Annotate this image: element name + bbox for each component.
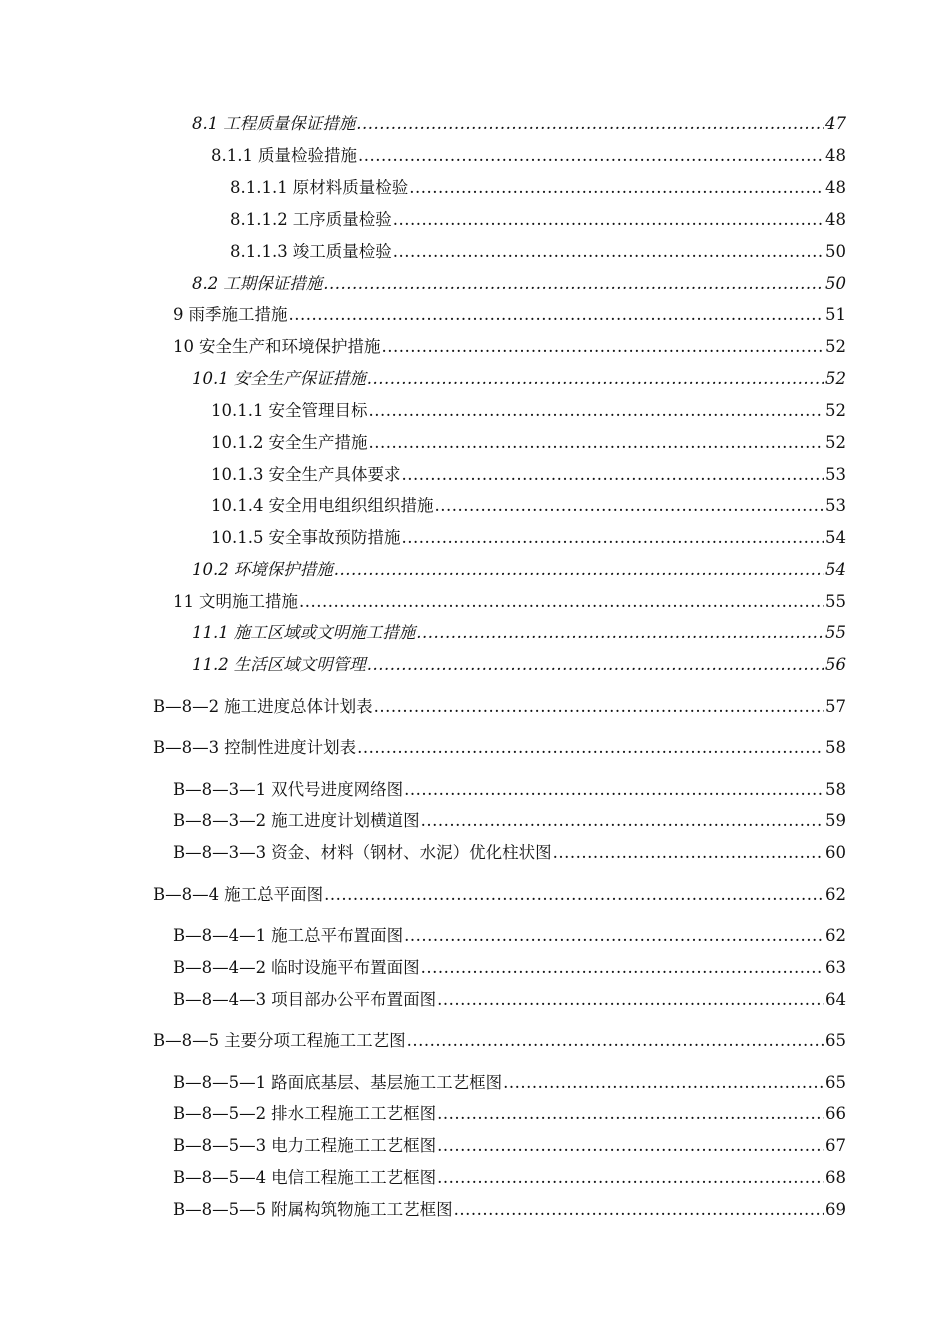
toc-leader-dots bbox=[407, 1030, 824, 1052]
toc-entry-title: 附属构筑物施工工艺框图 bbox=[271, 1200, 453, 1219]
toc-entry-title: 安全生产措施 bbox=[268, 433, 368, 452]
toc-entry-number: 11.2 bbox=[192, 655, 229, 674]
toc-entry-number: 10 bbox=[173, 337, 194, 356]
toc-entry-page: 52 bbox=[825, 401, 846, 420]
toc-leader-dots bbox=[437, 989, 824, 1011]
toc-entry-title: 工程质量保证措施 bbox=[223, 114, 356, 133]
toc-entry-page: 63 bbox=[825, 958, 846, 977]
toc-entry[interactable] bbox=[173, 1135, 846, 1157]
toc-entry[interactable] bbox=[211, 432, 846, 454]
toc-entry-page: 54 bbox=[825, 528, 846, 547]
toc-entry-page: 66 bbox=[825, 1104, 846, 1123]
toc-entry-number: 10.1.1 bbox=[211, 401, 264, 420]
toc-entry-title: 施工区域或文明施工措施 bbox=[233, 623, 416, 642]
toc-leader-dots bbox=[404, 779, 824, 801]
toc-leader-dots bbox=[368, 400, 824, 422]
toc-entry-number: B—8—2 bbox=[153, 697, 220, 716]
toc-entry-title: 工期保证措施 bbox=[223, 274, 323, 293]
toc-entry-page: 55 bbox=[825, 623, 846, 642]
toc-entry-title: 施工总平面图 bbox=[224, 885, 324, 904]
toc-leader-dots bbox=[357, 737, 824, 759]
toc-leader-dots bbox=[358, 145, 824, 167]
toc-entry-number: 10.1.2 bbox=[211, 433, 264, 452]
toc-leader-dots bbox=[409, 177, 824, 199]
toc-leader-dots bbox=[421, 957, 824, 979]
toc-entry-number: 8.1 bbox=[192, 114, 219, 133]
toc-leader-dots bbox=[324, 884, 824, 906]
toc-entry-number: B—8—4—3 bbox=[173, 990, 267, 1009]
toc-entry[interactable] bbox=[230, 209, 846, 231]
toc-entry-page: 55 bbox=[825, 592, 846, 611]
toc-entry[interactable] bbox=[153, 1030, 846, 1052]
toc-entry-title: 安全生产保证措施 bbox=[233, 369, 366, 388]
toc-entry[interactable] bbox=[173, 842, 846, 864]
toc-entry-page: 48 bbox=[825, 210, 846, 229]
toc-entry[interactable] bbox=[211, 145, 846, 167]
toc-entry-page: 47 bbox=[825, 114, 846, 133]
toc-entry-page: 58 bbox=[825, 738, 846, 757]
toc-entry[interactable] bbox=[173, 989, 846, 1011]
toc-entry-page: 58 bbox=[825, 780, 846, 799]
toc-entry-page: 50 bbox=[825, 274, 846, 293]
toc-entry-title: 质量检验措施 bbox=[257, 146, 357, 165]
toc-entry[interactable] bbox=[173, 1072, 846, 1094]
toc-entry-page: 65 bbox=[825, 1031, 846, 1050]
toc-entry-page: 67 bbox=[825, 1136, 846, 1155]
toc-leader-dots bbox=[404, 925, 824, 947]
toc-entry[interactable] bbox=[173, 1103, 846, 1125]
toc-entry-number: B—8—5—2 bbox=[173, 1104, 267, 1123]
toc-leader-dots bbox=[368, 432, 824, 454]
toc-entry[interactable] bbox=[192, 273, 846, 295]
toc-entry[interactable] bbox=[192, 559, 846, 581]
toc-leader-dots bbox=[299, 591, 824, 613]
toc-entry-page: 68 bbox=[825, 1168, 846, 1187]
toc-entry[interactable] bbox=[192, 622, 846, 644]
toc-entry[interactable] bbox=[230, 177, 846, 199]
toc-entry-title: 主要分项工程施工工艺图 bbox=[224, 1031, 406, 1050]
toc-entry-title: 安全管理目标 bbox=[268, 401, 368, 420]
toc-entry-title: 电力工程施工工艺框图 bbox=[271, 1136, 437, 1155]
toc-entry-title: 路面底基层、基层施工工艺框图 bbox=[271, 1073, 503, 1092]
toc-leader-dots bbox=[434, 495, 824, 517]
toc-entry-number: 11.1 bbox=[192, 623, 229, 642]
toc-entry-title: 原材料质量检验 bbox=[292, 178, 409, 197]
toc-entry-number: B—8—4—2 bbox=[173, 958, 267, 977]
toc-entry-title: 资金、材料（钢材、水泥）优化柱状图 bbox=[271, 843, 552, 862]
toc-leader-dots bbox=[367, 368, 824, 390]
toc-leader-dots bbox=[393, 209, 824, 231]
toc-entry-number: B—8—3—2 bbox=[173, 811, 267, 830]
toc-entry-title: 施工总平布置面图 bbox=[271, 926, 404, 945]
toc-entry-title: 排水工程施工工艺框图 bbox=[271, 1104, 437, 1123]
toc-entry-number: B—8—5 bbox=[153, 1031, 220, 1050]
toc-entry-title: 控制性进度计划表 bbox=[224, 738, 357, 757]
toc-entry-title: 施工进度计划横道图 bbox=[271, 811, 420, 830]
toc-entry[interactable] bbox=[153, 737, 846, 759]
toc-entry-page: 59 bbox=[825, 811, 846, 830]
toc-entry-number: B—8—4—1 bbox=[173, 926, 267, 945]
toc-entry[interactable] bbox=[173, 304, 846, 326]
toc-entry[interactable] bbox=[173, 336, 846, 358]
toc-entry[interactable] bbox=[173, 810, 846, 832]
toc-entry-page: 53 bbox=[825, 465, 846, 484]
toc-entry[interactable] bbox=[173, 1167, 846, 1189]
toc-entry-number: 8.1.1.1 bbox=[230, 178, 288, 197]
toc-entry[interactable] bbox=[211, 464, 846, 486]
toc-entry-title: 工序质量检验 bbox=[292, 210, 392, 229]
toc-entry[interactable] bbox=[173, 1199, 846, 1221]
toc-entry-number: 10.1.5 bbox=[211, 528, 264, 547]
toc-entry-number: B—8—3—1 bbox=[173, 780, 267, 799]
toc-entry-page: 57 bbox=[825, 697, 846, 716]
toc-entry[interactable] bbox=[211, 495, 846, 517]
toc-entry-page: 65 bbox=[825, 1073, 846, 1092]
toc-leader-dots bbox=[553, 842, 824, 864]
toc-leader-dots bbox=[437, 1103, 824, 1125]
toc-leader-dots bbox=[401, 464, 824, 486]
toc-entry[interactable] bbox=[192, 654, 846, 676]
toc-entry-page: 48 bbox=[825, 178, 846, 197]
toc-entry-title: 安全生产和环境保护措施 bbox=[199, 337, 381, 356]
toc-leader-dots bbox=[401, 527, 824, 549]
toc-entry-page: 64 bbox=[825, 990, 846, 1009]
toc-entry-page: 62 bbox=[825, 885, 846, 904]
toc-entry-page: 52 bbox=[825, 337, 846, 356]
toc-leader-dots bbox=[289, 304, 825, 326]
toc-entry[interactable] bbox=[192, 368, 846, 390]
toc-entry-page: 53 bbox=[825, 496, 846, 515]
toc-entry-number: 11 bbox=[173, 592, 194, 611]
toc-leader-dots bbox=[421, 810, 824, 832]
toc-entry[interactable] bbox=[173, 957, 846, 979]
toc-entry-page: 62 bbox=[825, 926, 846, 945]
toc-entry-title: 项目部办公平布置面图 bbox=[271, 990, 437, 1009]
toc-leader-dots bbox=[503, 1072, 824, 1094]
toc-entry-number: B—8—4 bbox=[153, 885, 220, 904]
toc-entry-page: 50 bbox=[825, 242, 846, 261]
toc-entry-number: 10.1.3 bbox=[211, 465, 264, 484]
toc-entry-page: 52 bbox=[825, 433, 846, 452]
toc-entry[interactable] bbox=[211, 400, 846, 422]
toc-entry-title: 电信工程施工工艺框图 bbox=[271, 1168, 437, 1187]
toc-entry-number: B—8—5—3 bbox=[173, 1136, 267, 1155]
toc-entry-title: 环境保护措施 bbox=[233, 560, 333, 579]
toc-entry-number: B—8—5—4 bbox=[173, 1168, 267, 1187]
toc-leader-dots bbox=[374, 696, 824, 718]
toc-entry-number: 8.1.1.3 bbox=[230, 242, 288, 261]
toc-entry-number: 8.1.1 bbox=[211, 146, 253, 165]
toc-entry-number: 8.1.1.2 bbox=[230, 210, 288, 229]
toc-leader-dots bbox=[382, 336, 825, 358]
toc-entry-page: 69 bbox=[825, 1200, 846, 1219]
toc-entry[interactable] bbox=[211, 527, 846, 549]
toc-leader-dots bbox=[416, 622, 824, 644]
toc-entry-title: 文明施工措施 bbox=[199, 592, 298, 611]
toc-entry-page: 52 bbox=[825, 369, 846, 388]
toc-entry-page: 60 bbox=[825, 843, 846, 862]
toc-entry[interactable] bbox=[153, 696, 846, 718]
toc-entry-page: 48 bbox=[825, 146, 846, 165]
toc-entry-title: 安全用电组织组织措施 bbox=[268, 496, 434, 515]
toc-entry[interactable] bbox=[173, 779, 846, 801]
toc-entry-title: 施工进度总体计划表 bbox=[224, 697, 373, 716]
toc-leader-dots bbox=[437, 1135, 824, 1157]
toc-leader-dots bbox=[393, 241, 824, 263]
toc-entry-title: 双代号进度网络图 bbox=[271, 780, 404, 799]
toc-leader-dots bbox=[356, 113, 824, 135]
toc-entry[interactable] bbox=[173, 591, 846, 613]
toc-leader-dots bbox=[323, 273, 824, 295]
toc-entry-title: 临时设施平布置面图 bbox=[271, 958, 420, 977]
toc-entry-number: B—8—5—1 bbox=[173, 1073, 267, 1092]
toc-entry-page: 56 bbox=[825, 655, 846, 674]
toc-entry-title: 生活区域文明管理 bbox=[233, 655, 366, 674]
toc-entry-number: 10.1.4 bbox=[211, 496, 264, 515]
toc-entry-number: 10.1 bbox=[192, 369, 229, 388]
toc-entry-number: 8.2 bbox=[192, 274, 219, 293]
toc-entry[interactable] bbox=[173, 925, 846, 947]
toc-entry-number: 10.2 bbox=[192, 560, 229, 579]
toc-entry-number: 9 bbox=[173, 305, 184, 324]
toc-entry-number: B—8—3—3 bbox=[173, 843, 267, 862]
toc-entry[interactable] bbox=[192, 113, 846, 135]
toc-entry-title: 安全事故预防措施 bbox=[268, 528, 401, 547]
toc-entry-page: 51 bbox=[825, 305, 846, 324]
toc-entry[interactable] bbox=[230, 241, 846, 263]
toc-entry-title: 雨季施工措施 bbox=[188, 305, 288, 324]
toc-entry-number: B—8—3 bbox=[153, 738, 220, 757]
toc-entry-title: 安全生产具体要求 bbox=[268, 465, 401, 484]
toc-leader-dots bbox=[334, 559, 824, 581]
toc-leader-dots bbox=[367, 654, 824, 676]
toc-leader-dots bbox=[437, 1167, 824, 1189]
toc-leader-dots bbox=[454, 1199, 824, 1221]
toc-entry[interactable] bbox=[153, 884, 846, 906]
toc-entry-title: 竣工质量检验 bbox=[292, 242, 392, 261]
toc-entry-number: B—8—5—5 bbox=[173, 1200, 267, 1219]
toc-entry-page: 54 bbox=[825, 560, 846, 579]
